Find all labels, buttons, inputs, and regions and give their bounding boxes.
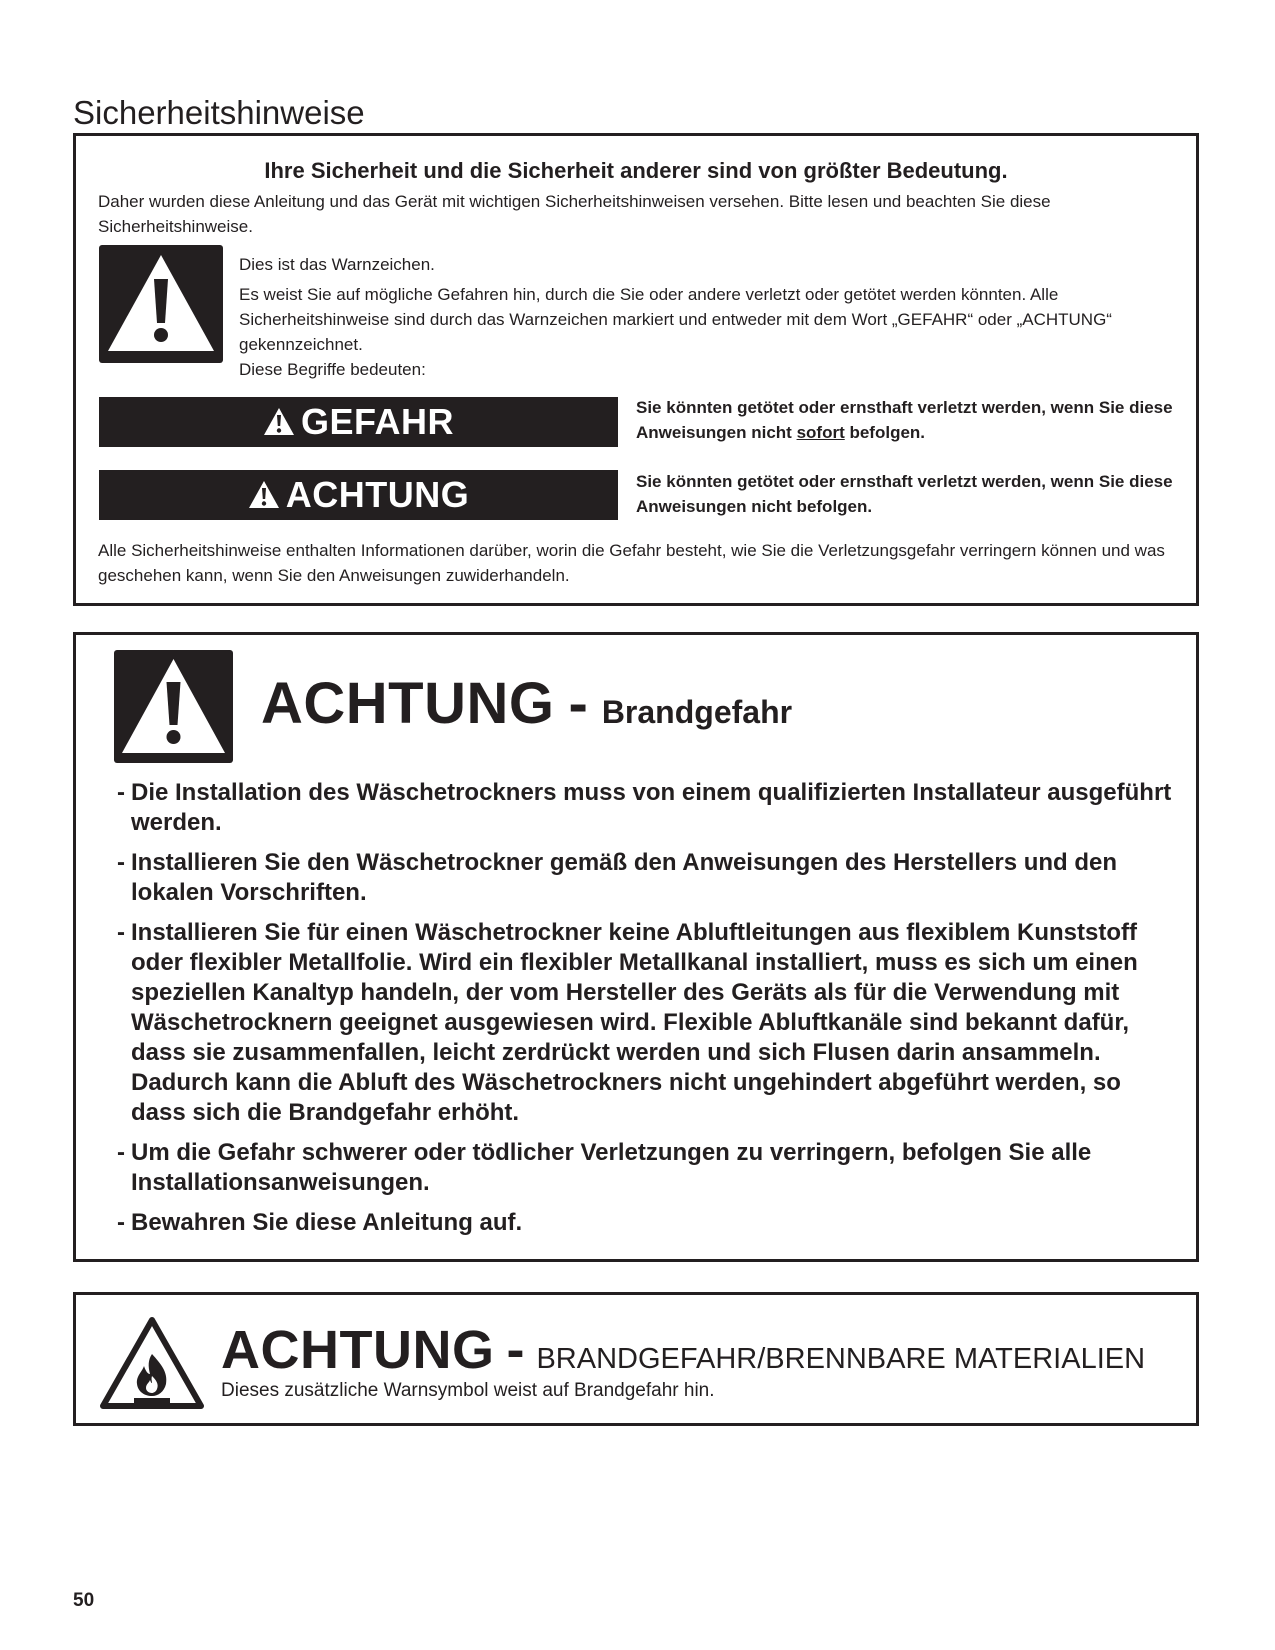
flammable-warning-title: ACHTUNG - BRANDGEFAHR/BRENNBARE MATERIALIEN (221, 1320, 1146, 1380)
signal-word-gefahr (99, 397, 618, 447)
fire-warning-title: ACHTUNG - Brandgefahr (261, 671, 793, 736)
signal-word-achtung-description: Sie könnten getötet oder ernsthaft verletzt werden, wenn Sie diese Anweisungen nicht befolgen. (636, 472, 1173, 516)
list-item: - Installieren Sie den Wäschetrockner gemäß den Anweisungen des Herstellers und den lokalen Vorschriften. (117, 849, 1118, 906)
safety-intro-text: Daher wurden diese Anleitung und das Gerät mit wichtigen Sicherheitshinweisen versehen. Bitte lesen und beachten Sie diese Sicherheitshinweise. (98, 192, 1051, 236)
flammable-fire-icon (98, 1314, 206, 1414)
safety-heading: Ihre Sicherheit und die Sicherheit anderer sind von größter Bedeutung. (264, 158, 1008, 183)
warning-triangle-icon (114, 650, 233, 763)
safety-intro-box (73, 133, 1199, 606)
installation-warning-list (117, 778, 1177, 1248)
warning-triangle-icon (248, 480, 280, 510)
symbol-explanation-2: Es weist Sie auf mögliche Gefahren hin, durch die Sie oder andere verletzt oder getötet werden könnten. Alle Sicherheitshinweise sind durch das Warnzeichen markiert und entweder mit dem Wort „GEFAHR“ oder „ACHTUNG“ gekennzeichnet. (239, 285, 1112, 354)
flammable-materials-box (73, 1292, 1199, 1426)
page-number: 50 (73, 1590, 95, 1611)
signal-word-label: ACHTUNG (285, 474, 470, 515)
list-item: - Installieren Sie für einen Wäschetrockner keine Abluftleitungen aus flexiblem Kunststoff oder flexibler Metallfolie. Wird ein flexibler Metallkanal installiert, muss es sich um einen speziellen Kanaltyp handeln, der vom Hersteller des Geräts als für die Verwendung mit Wäschetrocknern geeignet ausgewiesen wird. Flexible Abluftkanäle sind bekannt dafür, dass sie zusammenfallen, leicht zerdrückt werden und sich Flusen darin ansammeln. Dadurch kann die Abluft des Wäschetrockners nicht ungehindert abgeführt werden, so dass sich die Brandgefahr erhöht. (117, 919, 1138, 1126)
list-item: - Die Installation des Wäschetrockners muss von einem qualifizierten Installateur ausgeführt werden. (117, 779, 1172, 836)
fire-hazard-warning-box (73, 632, 1199, 1262)
safety-footer-text: Alle Sicherheitshinweise enthalten Informationen darüber, worin die Gefahr besteht, wie Sie die Verletzungsgefahr verringern können und was geschehen kann, wenn Sie den Anweisungen zuwiderhandeln. (98, 541, 1165, 585)
signal-word-achtung (99, 470, 618, 520)
symbol-explanation-3: Diese Begriffe bedeuten: (239, 360, 426, 379)
warning-triangle-icon (99, 245, 223, 363)
signal-word-gefahr-description: Sie könnten getötet oder ernsthaft verletzt werden, wenn Sie diese Anweisungen nicht sofort befolgen. (636, 398, 1173, 442)
list-item: - Um die Gefahr schwerer oder tödlicher Verletzungen zu verringern, befolgen Sie alle Installationsanweisungen. (117, 1139, 1092, 1196)
flammable-warning-description: Dieses zusätzliche Warnsymbol weist auf Brandgefahr hin. (221, 1380, 715, 1401)
signal-word-label: GEFAHR (300, 401, 454, 442)
list-item: - Bewahren Sie diese Anleitung auf. (117, 1209, 523, 1236)
warning-triangle-icon (263, 407, 295, 437)
symbol-explanation-1: Dies ist das Warnzeichen. (239, 255, 435, 274)
page-title: Sicherheitshinweise (73, 94, 365, 132)
